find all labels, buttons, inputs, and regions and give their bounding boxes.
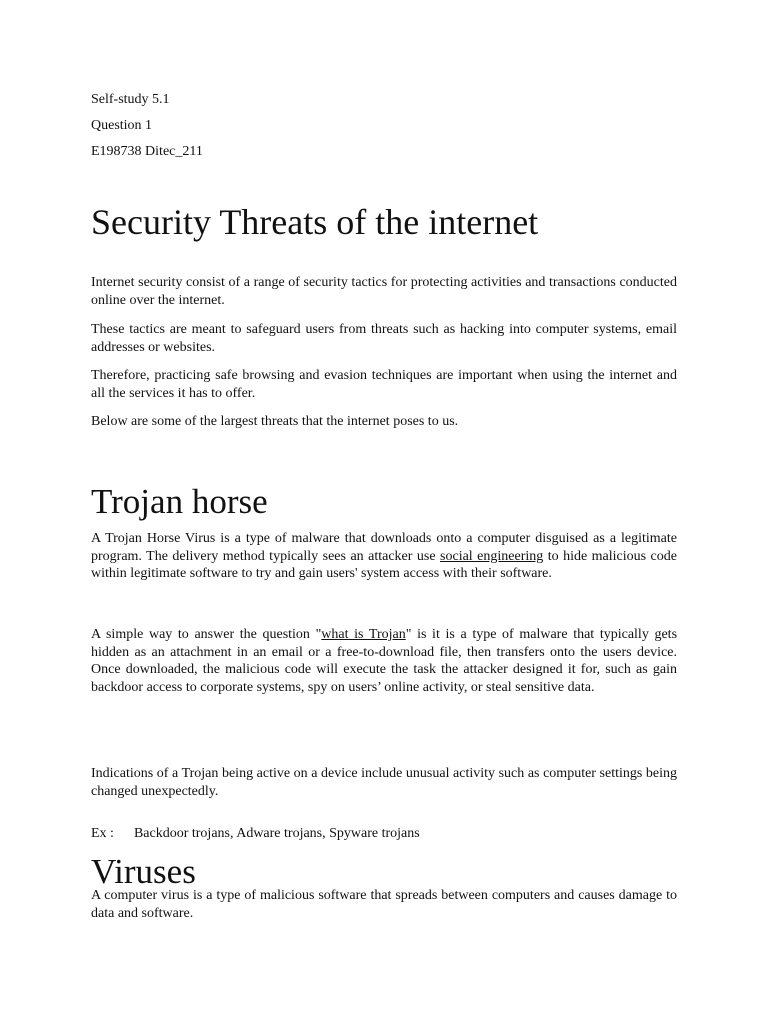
trojan-p2-text-a: A simple way to answer the question " — [91, 627, 322, 642]
trojan-paragraph-1 — [91, 530, 677, 583]
trojan-paragraph-2 — [91, 626, 677, 696]
main-paragraph-1: Internet security consist of a range of security tactics for protecting activities and transactions conducted online over the internet. — [91, 275, 677, 308]
examples-list: Backdoor trojans, Adware trojans, Spyware trojans — [133, 826, 420, 841]
trojan-heading: Trojan horse — [91, 482, 268, 521]
viruses-heading: Viruses — [91, 852, 196, 891]
examples-label: Ex : — [91, 826, 114, 841]
main-title: Security Threats of the internet — [91, 202, 539, 242]
trojan-p1-text-a: A Trojan Horse Virus is a type of malware that downloads onto a computer disguised as a legitimate program. The delivery method typically sees an attacker use — [91, 531, 677, 564]
trojan-p1-text-b: to hide malicious code within legitimate software to try and gain users' system access with their software. — [91, 548, 677, 581]
main-paragraph-4: Below are some of the largest threats that the internet poses to us. — [91, 414, 459, 429]
main-paragraph-2: These tactics are meant to safeguard users from threats such as hacking into computer systems, email addresses or websites. — [91, 322, 677, 355]
social-engineering-link[interactable]: social engineering — [440, 548, 544, 564]
trojan-examples — [91, 825, 677, 843]
what-is-trojan-link[interactable]: what is Trojan — [321, 627, 406, 642]
main-paragraph-3: Therefore, practicing safe browsing and evasion techniques are important when using the internet and all the services it has to offer. — [91, 368, 677, 401]
viruses-paragraph-1: A computer virus is a type of malicious software that spreads between computers and causes damage to data and software. — [91, 888, 677, 921]
trojan-p2-text-b: " is it is a type of malware that typically gets hidden as an attachment in an email or a free-to-download file, then transfers onto the users device. Once downloaded, the malicious code will execute the task the attacker designed it for, such as gain backdoor access to corporate systems, spy on users’ online activity, or steal sensitive data. — [91, 627, 678, 695]
trojan-paragraph-3: Indications of a Trojan being active on a device include unusual activity such as computer settings being changed unexpectedly. — [91, 766, 677, 799]
header-line-3: E198738 Ditec_211 — [91, 144, 203, 159]
header-line-1: Self-study 5.1 — [91, 92, 170, 107]
header-line-2: Question 1 — [91, 118, 153, 133]
